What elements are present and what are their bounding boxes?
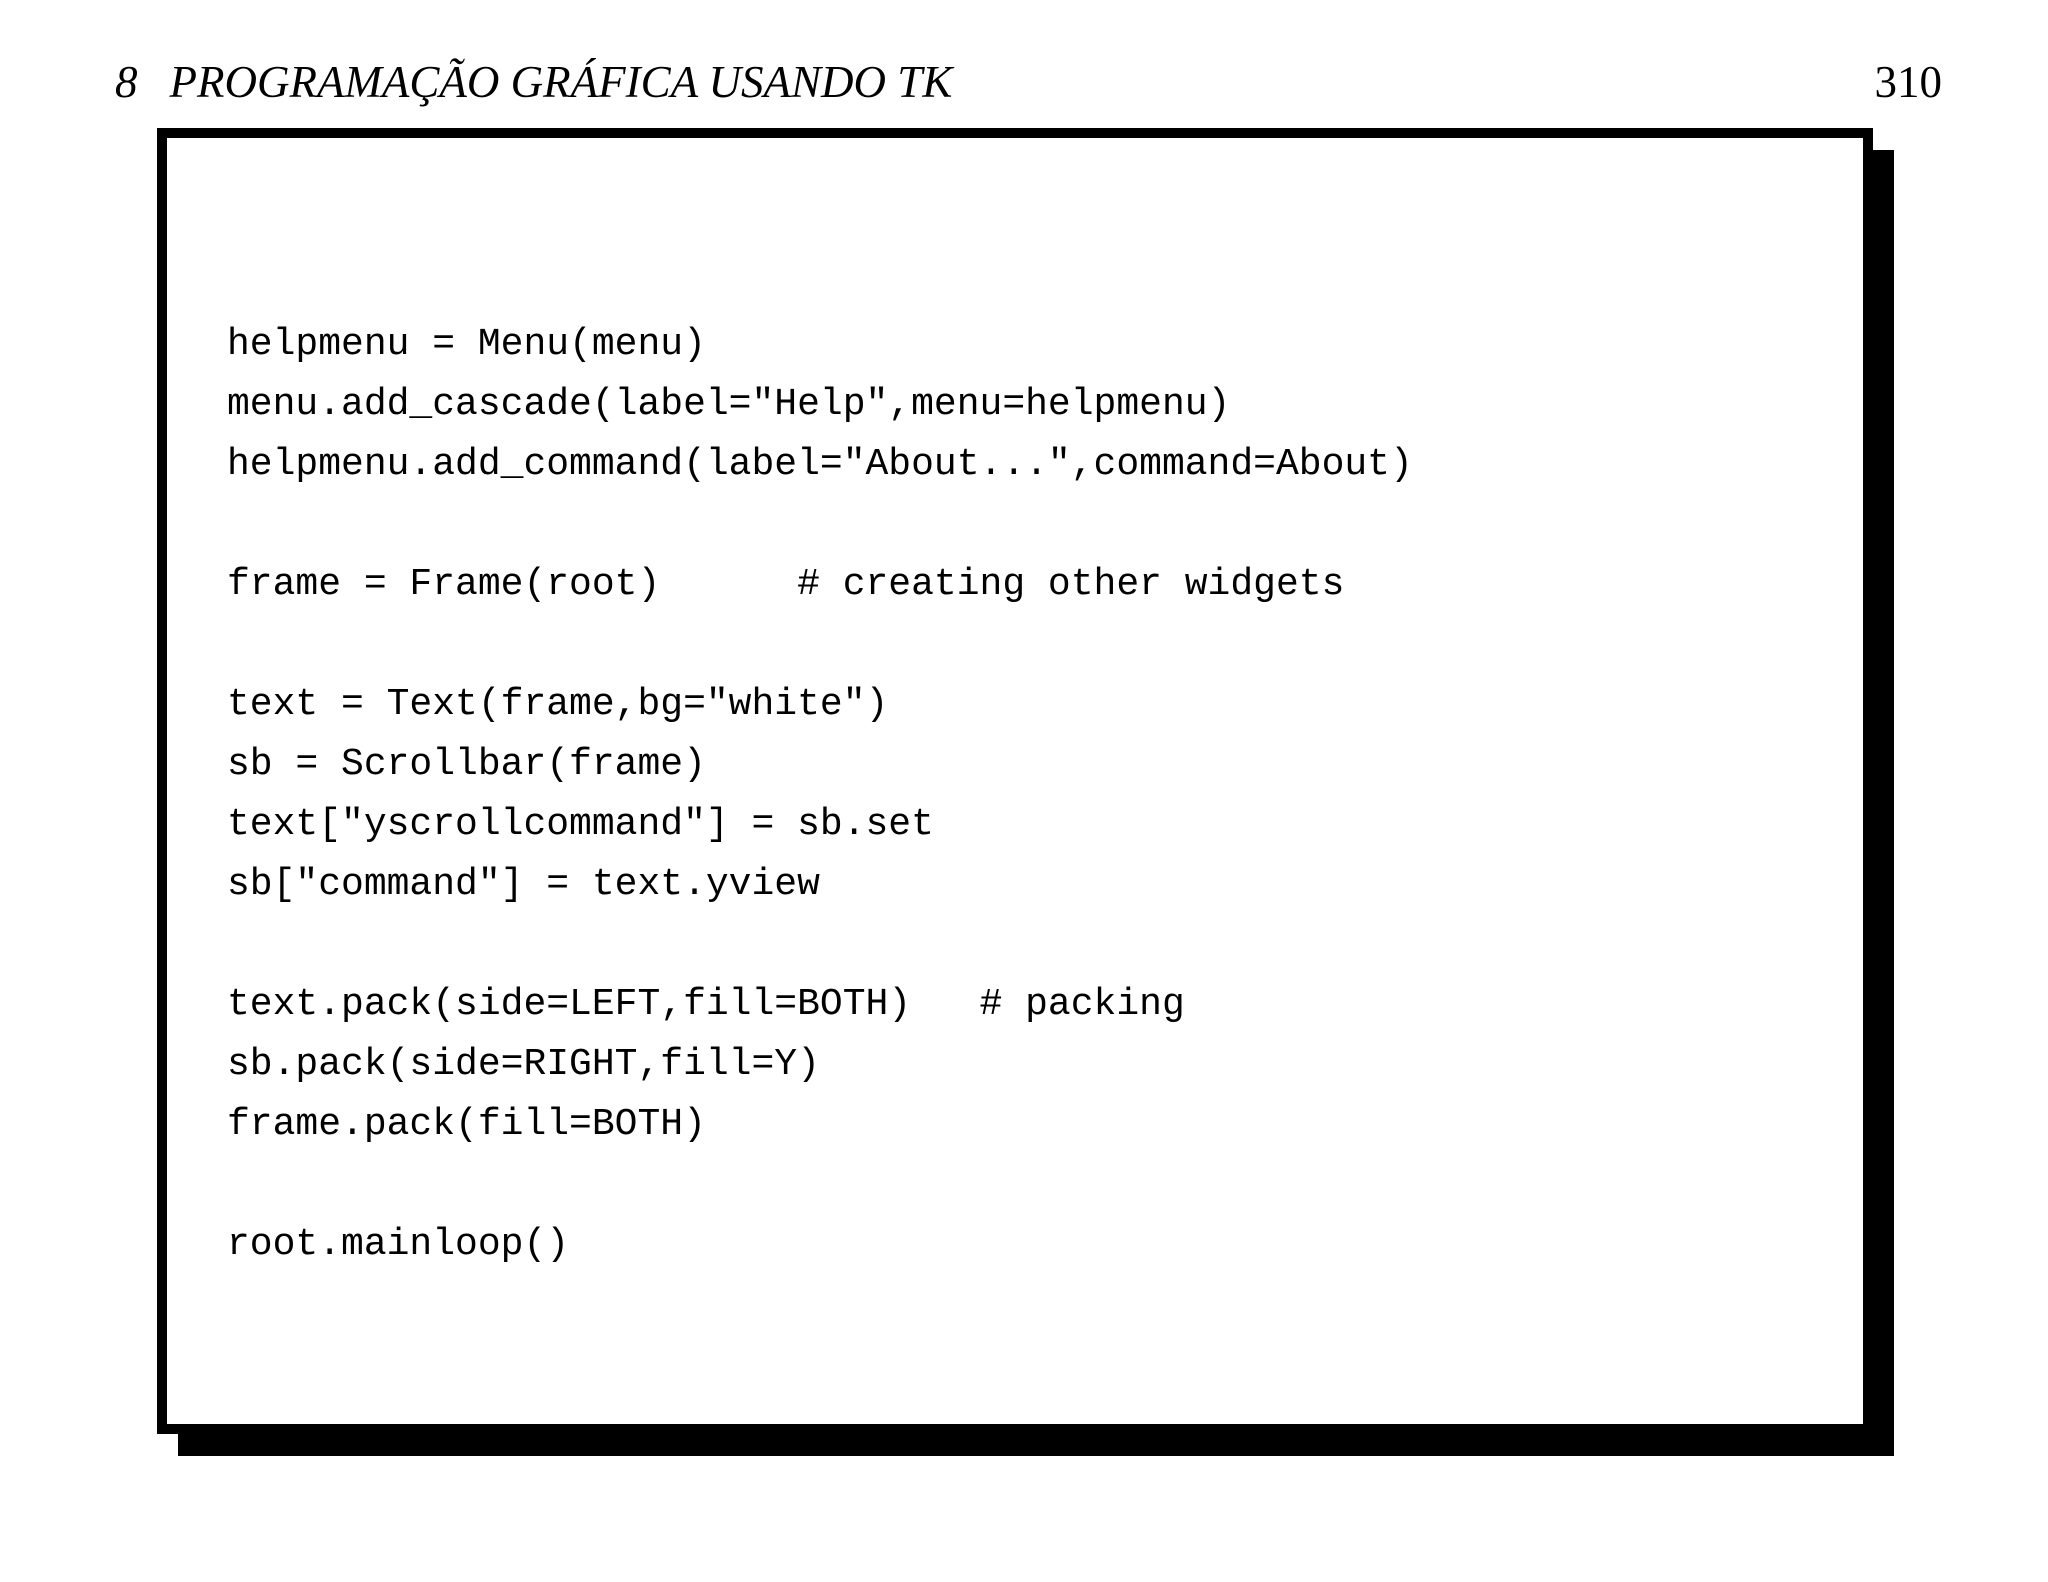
code-block	[227, 315, 1413, 1275]
code-line: menu.add_cascade(label="Help",menu=helpmenu)	[227, 383, 1231, 426]
chapter-heading	[115, 52, 952, 112]
code-line: root.mainloop()	[227, 1223, 570, 1266]
page-header	[115, 52, 1942, 112]
code-line: frame = Frame(root) # creating other widgets	[227, 563, 1345, 606]
chapter-title: PROGRAMAÇÃO GRÁFICA USANDO TK	[169, 57, 953, 107]
slide-frame	[157, 128, 1873, 1434]
code-line	[227, 915, 1413, 975]
code-line	[227, 1155, 1413, 1215]
code-line: text["yscrollcommand"] = sb.set	[227, 803, 934, 846]
code-line: text.pack(side=LEFT,fill=BOTH) # packing	[227, 983, 1185, 1026]
code-line	[227, 615, 1413, 675]
code-line: helpmenu.add_command(label="About...",command=About)	[227, 443, 1413, 486]
code-line: sb["command"] = text.yview	[227, 863, 820, 906]
code-line: text = Text(frame,bg="white")	[227, 683, 889, 726]
code-line	[227, 495, 1413, 555]
page-number: 310	[1874, 57, 1942, 107]
chapter-number: 8	[115, 57, 138, 107]
code-line: helpmenu = Menu(menu)	[227, 323, 706, 366]
code-line: sb = Scrollbar(frame)	[227, 743, 706, 786]
code-line: sb.pack(side=RIGHT,fill=Y)	[227, 1043, 820, 1086]
code-line: frame.pack(fill=BOTH)	[227, 1103, 706, 1146]
